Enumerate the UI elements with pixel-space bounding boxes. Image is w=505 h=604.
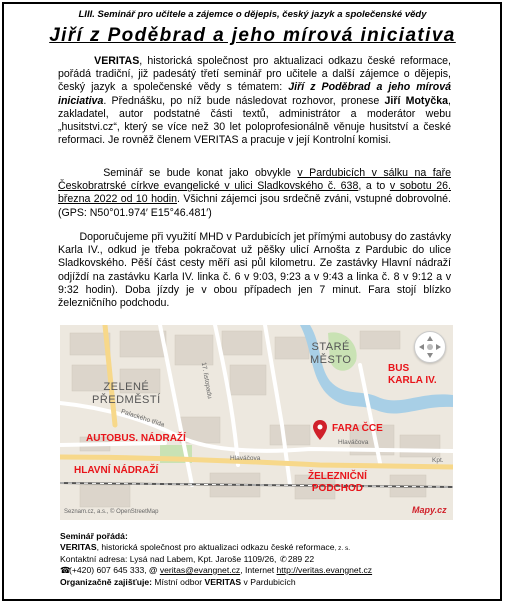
organizer-label: Seminář pořádá:: [60, 531, 128, 541]
phone-number: (+420) 607 645 333,: [69, 564, 150, 575]
location-marker-icon[interactable]: [313, 420, 327, 440]
label-bus-karla: BUS KARLA IV.: [388, 363, 437, 386]
fax-number: 289 22: [287, 554, 315, 565]
seminar-line: LIII. Seminář pro učitele a zájemce o dějepis, český jazyk a společenské vědy: [78, 9, 427, 20]
fax-icon: ✆: [279, 554, 287, 565]
street-hlavackova-1: Hlaváčova: [230, 455, 261, 462]
map-copyright: Seznam.cz, a.s., © OpenStreetMap: [64, 509, 159, 515]
label-podchod: ŽELEZNIČNÍ PODCHOD: [308, 471, 367, 494]
transport-text: Doporučujeme při využití MHD v Pardubicích jet přímými autobusy do zastávky Karla IV., odkud je třeba pokračovat už pěšky ulicí Arnošta z Pardubic do ulice Sladkovského. Pěší část cesty měří asi půl kilometru. Ze zastávky Hlavní nádraží odjíždí na zastávku Karla IV. linka č. 6 v 9:03, 9:23 a v 9:43 a linka č. 8 v 9:12 a v 9:32 hodin). Doba jízdy je v obou případech jen 7 minut. Fara stojí blízko železničního podchodu.: [58, 231, 451, 310]
label-autobus-nadrazi: AUTOBUS. NÁDRAŽÍ: [86, 433, 186, 444]
transport-paragraph: [58, 231, 451, 310]
district-stare-mesto: STARÉ MĚSTO: [310, 341, 352, 366]
speaker: Jiří Motyčka: [384, 94, 449, 107]
venue-text-1: Seminář se bude konat jako obvykle: [103, 167, 298, 179]
intro-text-1: , historická společnost pro aktualizaci odkazu české reformace, pořádá tradiční, již padesátý třetí seminář pro učitele a další zájemce o dějepis, český jazyk a společenské vědy s tématem:: [58, 55, 451, 94]
contact-address: Kontaktní adresa: Lysá nad Labem, Kpt. Jaroše 1109/26,: [60, 554, 279, 565]
topic: Jiří z Poděbrad a jeho mírová iniciativa: [58, 81, 451, 107]
footer-org-suffix: , z. s.: [334, 544, 351, 552]
street-kpt: Kpt.: [432, 457, 444, 464]
venue-date: v sobotu 26. března 2022 od 10 hodin: [58, 180, 451, 206]
intro-paragraph: [58, 55, 451, 147]
label-fara: FARA ČCE: [332, 423, 383, 434]
page-title: Jiří z Poděbrad a jeho mírová iniciativa: [49, 25, 456, 46]
support-org: VERITAS: [204, 577, 242, 588]
web-link[interactable]: http://veritas.evangnet.cz: [276, 564, 373, 575]
venue-paragraph: [58, 167, 451, 220]
footer-org-desc: , historická společnost pro aktualizaci odkazu české reformace: [96, 541, 335, 552]
pan-arrows-icon: [415, 332, 445, 362]
venue-text-2: , a to: [358, 180, 390, 193]
footer-org: VERITAS: [60, 541, 97, 552]
email-link[interactable]: veritas@evangnet.cz: [159, 564, 241, 575]
map-pan-control[interactable]: [414, 331, 446, 363]
phone-icon: ☎: [60, 564, 71, 575]
district-zelene-predmesti: ZELENÉ PŘEDMĚSTÍ: [92, 381, 161, 406]
street-hlavackova-2: Hlaváčova: [338, 439, 369, 446]
street-palackeho: Palackého třída: [120, 408, 166, 429]
support-text: Místní odbor: [152, 577, 205, 588]
street-17-listopadu: 17. listopadu: [199, 361, 214, 400]
support-city: v Pardubicích: [241, 577, 296, 588]
internet-label: , Internet: [240, 564, 277, 575]
label-hlavni-nadrazi: HLAVNÍ NÁDRAŽÍ: [74, 465, 159, 476]
venue-text-3: . Všichni zájemci jsou srdečně zváni, vstupné dobrovolné. (GPS: N50°01.974′ E15°46.481′): [58, 193, 451, 219]
org-name: VERITAS: [94, 55, 140, 67]
venue-place: v Pardubicích v sálku na faře Českobratrské církve evangelické v ulici Sladkovského č. 638: [58, 167, 452, 193]
intro-text-3: , zakladatel, autor podstatné části textů, administrátor a moderátor webu „husitstvi.cz“, který se více než 30 let poloprofesionálně věnuje husitství a české reformaci. Je rovněž členem VERITAS a pracuje v její Kontrolní komisi.: [58, 94, 451, 147]
intro-text-2: . Přednášku, po níž bude následovat rozhovor, pronese: [103, 94, 385, 107]
support-label: Organizačně zajišťuje:: [60, 577, 152, 588]
city-map[interactable]: [60, 325, 453, 520]
mapy-logo: Mapy.cz: [412, 505, 447, 515]
at-icon: @: [149, 564, 158, 575]
footer: [60, 531, 460, 588]
